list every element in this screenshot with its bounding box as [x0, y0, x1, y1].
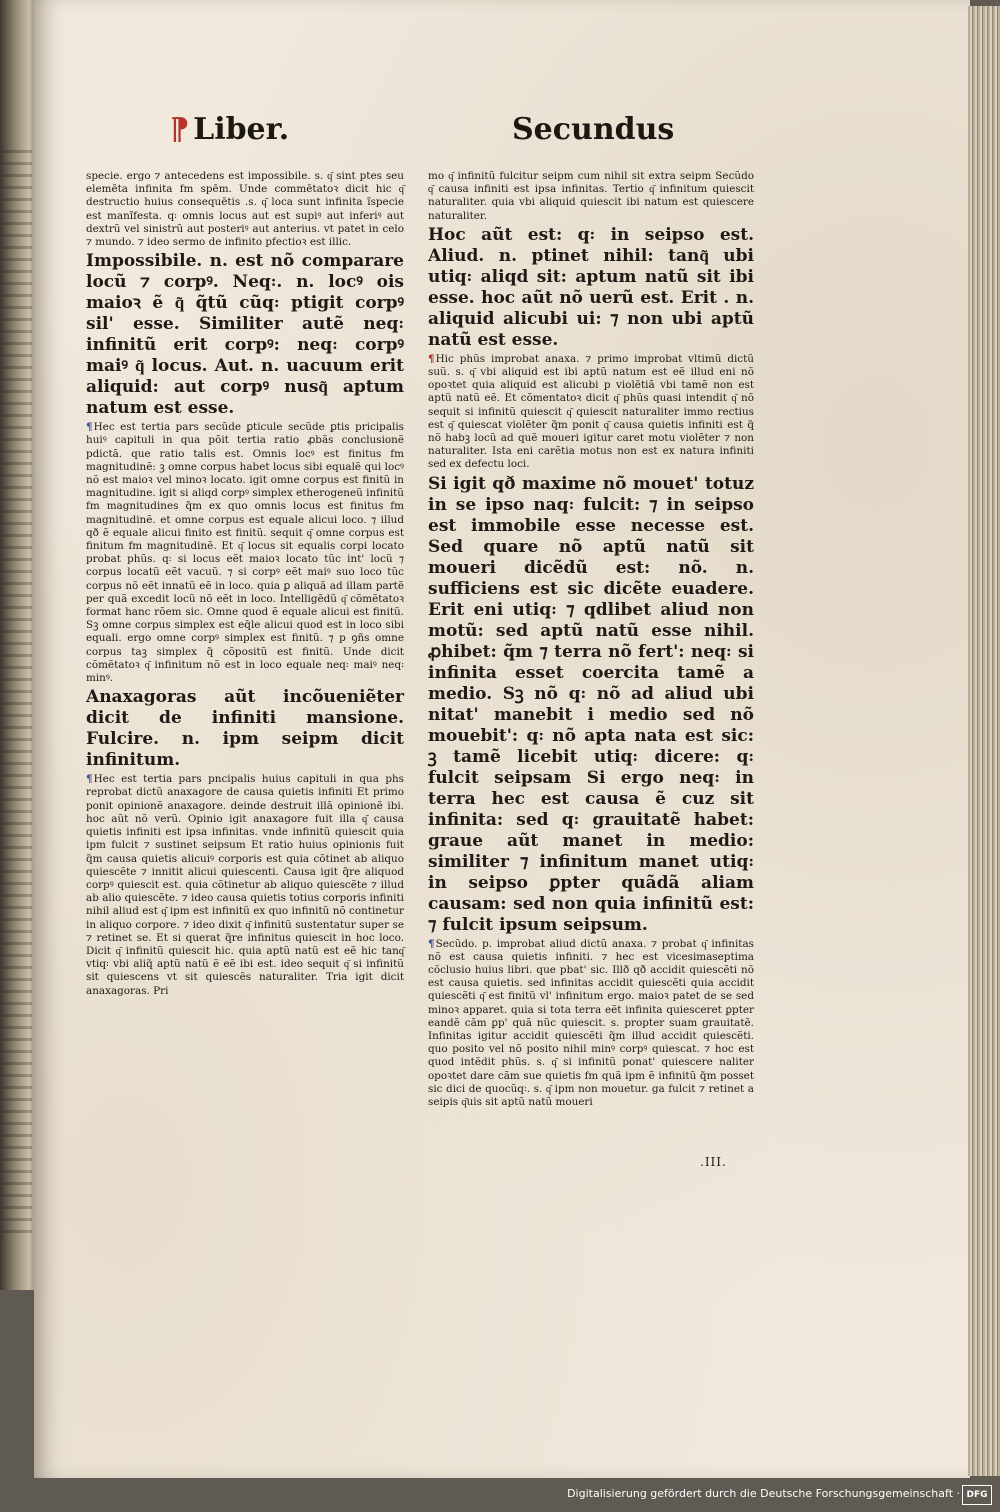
paragraph-text: Anaxagoras aũt incõueniẽter dicit de infiniti mansione. Fulcire. n. ipm seipm dicit infinitum. — [86, 687, 410, 771]
running-head-right: Secundus — [512, 112, 675, 147]
paragraph-text: Hec est tertia pars pncipalis huius capituli in qua phs reprobat dictũ anaxagore de causa quietis infiniti Et primo ponit opinionẽ anaxagore. deinde destruit illã opinionẽ ibi. hoc aũt nõ verũ. Opinio igit anaxagore fuit illa q͂ causa quietis infiniti est ipsa infinitas. vnde infinitũ quiescit quia ipm fulcit ⁊ sustinet seipsum Et ratio huius opinionis fuit q̃m causa quietis alicuiꝰ corporis est quia cõtinet ab aliquo quiescẽte ⁊ innitit alicui quiescenti. Causa igit q̃re aliquod corpꝰ quiescit est. quia cõtinetur ab aliquo quiescẽte ⁊ illud ab alio quiescẽte. ⁊ ideo causa quietis totius corporis infiniti nihil aliud est q͂ ipm est infinitũ ex quo infinitũ nõ continetur in aliquo corpore. ⁊ ideo dixit q͂ infinitũ sustentatur super se ⁊ retinet se. Et si querat q̃re infinitus quiescit in hoc loco. Dicit q͂ infinitũ quiescit hic. quia aptũ natũ est eẽ hic tanq͂ vtiq꞉ vbi aliq̃ aptũ natũ ẽ eẽ ibi est. ideo sequit q͂ si infinitũ sit quiescens vt sit quiescẽs naturaliter. Tria igit dicit anaxagoras. Pri — [86, 773, 408, 997]
running-head-left — [170, 112, 289, 147]
rubric-mark: ⁋ — [170, 112, 190, 147]
paragraph-mark-icon: ¶ — [86, 773, 93, 786]
aristotle-text-paragraph — [428, 473, 760, 936]
viewer-footer — [0, 1478, 1000, 1512]
commentary-paragraph — [86, 421, 408, 685]
page-block-edge — [968, 6, 1000, 1476]
paragraph-text: Secũdo. p. improbat aliud dictũ anaxa. ⁊ probat q͂ infinitas nõ est causa quietis infiniti. ⁊ hec est vicesimaseptima cõclusio huius libri. que pbat' sic. Illð qð accidit quiescẽti nõ est causa quietis. sed infinitas accidit quiescẽti quia accidit quiescẽti q͂ est finitũ vl' infinitum ergo. maioꝛ patet de se sed minoꝛ apparet. quia si tota terra eẽt infinita quiesceret ꝑpter eandẽ cãm ꝑp' quã nũc quiescit. s. propter suam grauitatẽ. Infinitas igitur accidit quiescẽti q̃m illud accidit quiescẽti. quo posito vel nõ posito nihil minꝰ corpꝰ quiescat. ⁊ hoc est quod intẽdit phũs. s. q͂ si infinitũ ponat' quiescere naliter opoꝛtet dare cãm sue quietis fm quã ipm ẽ infinitũ q̃m posset sic dici de quocũq꞉. s. q͂ ipm non mouetur. ga fulcit ⁊ retinet a seipis q͂uis sit aptũ natũ moueri — [428, 937, 758, 1109]
facing-page-text-fragment — [2, 150, 32, 1240]
commentary-paragraph — [428, 170, 758, 223]
paragraph-text: Impossibile. n. est nõ comparare locũ ⁊ corpꝰ. Neq꞉. n. locꝰ ois maioꝛ ẽ q͂ q̃tũ cũq꞉ ptigit corpꝰ sil' esse. Similiter autẽ neq꞉ infinitũ erit corpꝰ: neq꞉ corpꝰ maiꝰ q͂ locus. Aut. n. uacuum erit aliquid: aut corpꝰ nusq͂ aptum natum est esse. — [86, 251, 410, 419]
paragraph-text: Hec est tertia pars secũde ꝑticule secũde ꝑtis pricipalis huiꝰ capituli in qua põit tertia ratio ꝓbãs conclusionẽ pdictã. que ratio talis est. Omnis locꝰ est finitus fm magnitudinẽ: ꝫ omne corpus habet locus sibi equalẽ qui locꝰ nõ est maioꝛ vel minoꝛ locato. igit omne corpus est finitũ in magnitudine. igit si aliqd corpꝰ simplex etherogeneũ infinitũ fm magnitudines q̃m ex quo omnis locus est finitus fm magnitudinẽ. et omne corpus est equale alicui loco. ⁊ illud qð ẽ equale alicui finito est finitũ. sequit q͂ omne corpus est finitum fm magnitudinẽ. Et q͂ locus sit equalis corpi locato probat phũs. q꞉ si locus eẽt maioꝛ locato tũc int' locũ ⁊ corpus locatũ eẽt vacuũ. ⁊ si corpꝰ eẽt maiꝰ suo loco tũc corpus nõ eẽt innatũ eẽ in loco. quia ꝑ aliquã ad illam partẽ per quã excedit locũ nõ eẽt in loco. Intelligẽdũ q͂ cõmẽtatoꝛ format hanc rõem sic. Omne quod ẽ equale alicui est finitũ. Sꝫ omne corpus simplex est eq̄le alicui quod est in loco sibi equali. ergo omne corpꝰ simplex est finitũ. ⁊ p ꝯñs omne corpus taꝫ simplex q̃ cõpositũ est finitũ. Unde dicit cõmẽtatoꝛ q͂ infinitum nõ est in loco equale neq꞉ maiꝰ neq꞉ minꝰ. — [86, 421, 408, 685]
folio-signature: .III. — [700, 1155, 727, 1169]
dfg-logo[interactable]: DFG — [962, 1485, 992, 1505]
commentary-paragraph — [86, 773, 408, 997]
text-column-left — [86, 170, 410, 998]
paragraph-text: Hic phũs improbat anaxa. ⁊ primo improbat vltimũ dictũ suũ. s. q͂ vbi aliquid est ibi aptũ natum est eẽ illud eni nõ opoꝛtet quia aliquid est alicubi p violẽtiã vbi tamẽ non est aptũ natũ eẽ. Et cõmentatoꝛ dicit q͂ phũs quasi intendit q͂ nõ sequit si infinitũ quiescit q͂ quiescit naturaliter immo rectius est q͂ quiescat violẽter q̃m ponit q͂ causa quietis infiniti est q̃ nõ habꝫ locũ ad quẽ moueri igitur caret motu violẽter ⁊ non naturaliter. Ista eni carẽtia motus non est ex natura infiniti sed ex defectu loci. — [428, 352, 758, 471]
paragraph-mark-icon: ¶ — [428, 937, 435, 950]
text-column-right — [428, 170, 760, 1109]
paragraph-text: Si igit qð maxime nõ mouet' totuz in se ipso naq꞉ fulcit: ⁊ in seipso est immobile esse necesse est. Sed quare nõ aptũ natũ sit moueri dicẽdũ est: nõ. n. sufficiens est sic dicẽte euadere. Erit eni utiq꞉ ⁊ qdlibet aliud non motũ: sed aptũ natũ esse nihil. ꝓhibet: q̃m ⁊ terra nõ fert': neq꞉ si infinita esset coercita tamẽ a medio. Sꝫ nõ q꞉ nõ ad aliud ubi nitat' manebit i medio sed nõ mouebit': q꞉ nõ apta nata est sic: ꝫ tamẽ licebit utiq꞉ dicere: q꞉ fulcit seipsam Si ergo neq꞉ in terra hec est causa ẽ cuz sit infinita: sed q꞉ grauitatẽ habet: graue aũt manet in medio: similiter ⁊ infinitum manet utiq꞉ in seipso ꝑpter quãdã aliam causam: sed non quia infinitũ est: ⁊ fulcit ipsum seipsum. — [428, 473, 760, 935]
paragraph-text: Hoc aũt est: q꞉ in seipso est. Aliud. n. ptinet nihil: tanq͂ ubi utiq꞉ aliqd sit: aptum natũ sit ibi esse. hoc aũt nõ uerũ est. Erit . n. aliquid alicubi ui: ⁊ non ubi aptũ natũ est esse. — [428, 224, 760, 350]
aristotle-text-paragraph — [86, 687, 410, 771]
aristotle-text-paragraph — [428, 224, 760, 351]
facing-page-edge — [0, 0, 34, 1290]
paragraph-mark-icon: ¶ — [428, 352, 435, 365]
aristotle-text-paragraph — [86, 251, 410, 419]
running-head-left-text: Liber. — [193, 112, 290, 147]
paragraph-text: mo q͂ infinitũ fulcitur seipm cum nihil sit extra seipm Secũdo q͂ causa infiniti est ipsa infinitas. Tertio q͂ infinitum quiescit naturaliter. quia vbi aliquid quiescit ibi natum est quiescere naturaliter. — [428, 170, 758, 222]
funding-credit: Digitalisierung gefördert durch die Deutsche Forschungsgemeinschaft · — [567, 1487, 960, 1500]
paragraph-mark-icon: ¶ — [86, 421, 93, 434]
commentary-paragraph — [428, 352, 758, 472]
commentary-paragraph — [86, 170, 408, 249]
paragraph-text: specie. ergo ⁊ antecedens est impossibile. s. q͂ sint ptes seu elemēta infinita fm spēm. Unde commētatoꝛ dicit hic q͂ destructio huius consequētis .s. q͂ loca sunt infinita ĩspecie est manĩfesta. q꞉ omnis locus aut est supiꝰ aut inferiꝰ aut dextrũ vel sinistrũ aut posteriꝰ aut anterius. vt patet in celo ⁊ mundo. ⁊ ideo sermo de infinito pfectioꝛ est illic. — [86, 170, 408, 249]
commentary-paragraph — [428, 937, 758, 1110]
